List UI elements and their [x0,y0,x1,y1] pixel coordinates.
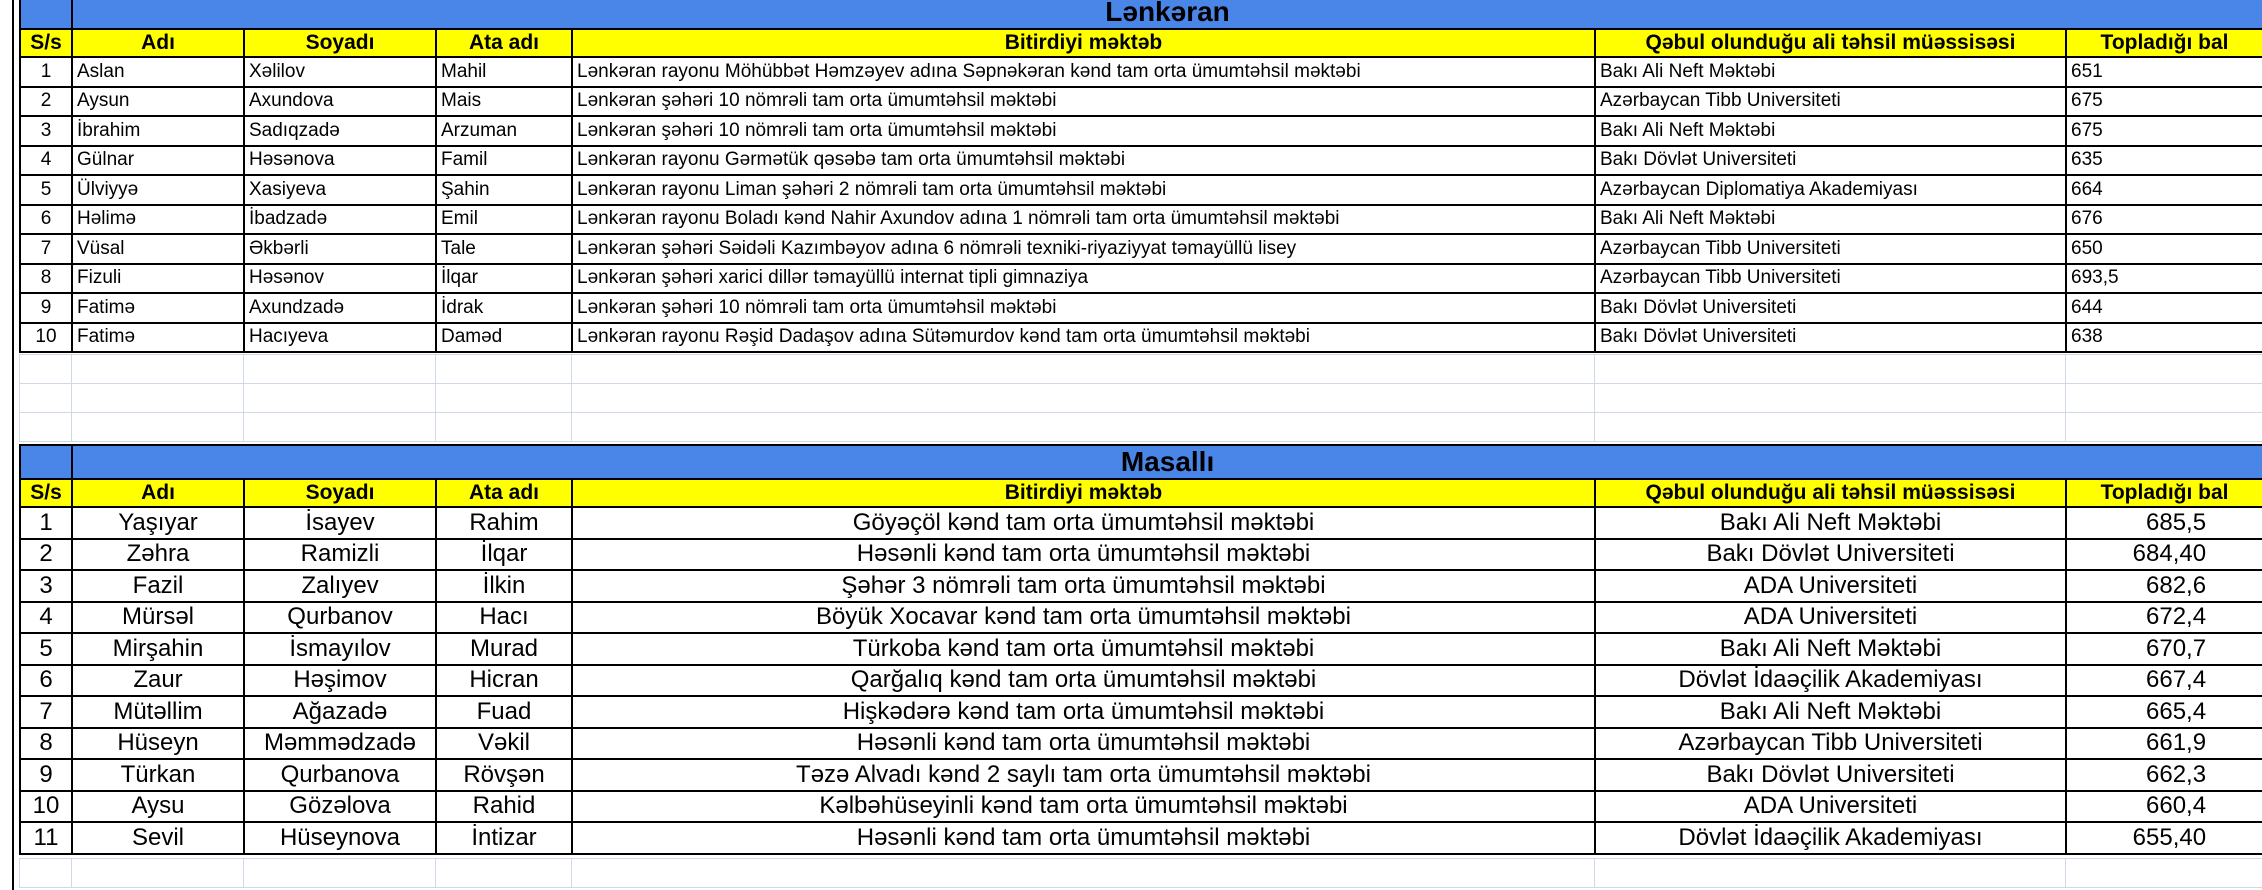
mekteb-cell[interactable]: Qarğalıq kənd tam orta ümumtəhsil məktəbi [572,665,1595,697]
bal-cell[interactable]: 675 [2066,87,2262,117]
ali-cell[interactable]: ADA Universiteti [1595,602,2066,634]
empty-cell[interactable] [1595,355,2066,384]
bal-cell[interactable]: 638 [2066,323,2262,353]
empty-cell[interactable] [244,384,436,413]
ss-cell[interactable]: 10 [20,791,72,823]
mekteb-cell[interactable]: Həsənli kənd tam orta ümumtəhsil məktəbi [572,539,1595,571]
empty-cell[interactable] [2066,355,2262,384]
ss-cell[interactable]: 4 [20,146,72,176]
table-row [20,205,2262,235]
section-title-masalli[interactable]: Masallı [72,445,2262,479]
ata-adi-cell[interactable]: Rahim [436,507,572,539]
soyadi-cell[interactable]: Məmmədzadə [244,728,436,760]
table-row [20,146,2262,176]
header-ss[interactable]: S/s [20,479,72,507]
ss-cell[interactable]: 1 [20,507,72,539]
table-row [20,264,2262,294]
ali-cell[interactable]: Azərbaycan Tibb Universiteti [1595,728,2066,760]
table-row [20,570,2262,602]
soyadi-cell[interactable]: Hacıyeva [244,323,436,353]
adi-cell[interactable]: Fizuli [72,264,244,294]
soyadi-cell[interactable]: Zalıyev [244,570,436,602]
ali-cell[interactable]: Bakı Ali Neft Məktəbi [1595,57,2066,87]
adi-cell[interactable]: Aslan [72,57,244,87]
ali-cell[interactable]: Bakı Dövlət Universiteti [1595,323,2066,353]
header-row [20,479,2262,507]
mekteb-cell[interactable]: Həsənli kənd tam orta ümumtəhsil məktəbi [572,822,1595,854]
mekteb-cell[interactable]: Böyük Xocavar kənd tam orta ümumtəhsil məktəbi [572,602,1595,634]
adi-cell[interactable]: Mürsəl [72,602,244,634]
ss-cell[interactable]: 8 [20,728,72,760]
empty-cell[interactable] [244,859,436,888]
soyadi-cell[interactable]: Gözəlova [244,791,436,823]
adi-cell[interactable]: Hüseyn [72,728,244,760]
header-adi[interactable]: Adı [72,29,244,57]
table-row [20,696,2262,728]
soyadi-cell[interactable]: Əkbərli [244,234,436,264]
ali-cell[interactable]: Bakı Ali Neft Məktəbi [1595,633,2066,665]
table-row [20,234,2262,264]
ali-cell[interactable]: Bakı Dövlət Universiteti [1595,539,2066,571]
table-row [20,323,2262,353]
bal-cell[interactable]: 644 [2066,293,2262,323]
ali-cell[interactable]: Dövlət İdaəçilik Akademiyası [1595,665,2066,697]
ata-adi-cell[interactable]: Famil [436,146,572,176]
ali-cell[interactable]: Azərbaycan Tibb Universiteti [1595,234,2066,264]
ali-cell[interactable]: Bakı Ali Neft Məktəbi [1595,696,2066,728]
mekteb-cell[interactable]: Lənkəran şəhəri 10 nömrəli tam orta ümumtəhsil məktəbi [572,87,1595,117]
adi-cell[interactable]: Ülviyyə [72,175,244,205]
empty-cell[interactable] [436,859,572,888]
table-row [20,791,2262,823]
adi-cell[interactable]: Həlimə [72,205,244,235]
bal-cell[interactable]: 676 [2066,205,2262,235]
empty-cell[interactable] [20,355,72,384]
title-spacer-cell[interactable] [20,445,72,479]
header-mekteb[interactable]: Bitirdiyi məktəb [572,479,1595,507]
table-row [20,175,2262,205]
mekteb-cell[interactable]: Kəlbəhüseyinli kənd tam orta ümumtəhsil məktəbi [572,791,1595,823]
header-adi[interactable]: Adı [72,479,244,507]
empty-cell[interactable] [244,413,436,442]
ali-cell[interactable]: ADA Universiteti [1595,570,2066,602]
ali-cell[interactable]: Bakı Ali Neft Məktəbi [1595,507,2066,539]
empty-cell[interactable] [436,413,572,442]
ss-cell[interactable]: 6 [20,205,72,235]
adi-cell[interactable]: Mütəllim [72,696,244,728]
empty-cell[interactable] [2066,413,2262,442]
bal-cell[interactable]: 655,40 [2066,822,2262,854]
empty-cell[interactable] [20,413,72,442]
table-row [20,728,2262,760]
mekteb-cell[interactable]: Lənkəran şəhəri xarici dillər təmayüllü internat tipli gimnaziya [572,264,1595,294]
empty-cell[interactable] [244,355,436,384]
empty-cell[interactable] [72,859,244,888]
bal-cell[interactable]: 672,4 [2066,602,2262,634]
ata-adi-cell[interactable]: İlqar [436,539,572,571]
soyadi-cell[interactable]: Qurbanov [244,602,436,634]
adi-cell[interactable]: Aysun [72,87,244,117]
mekteb-cell[interactable]: Lənkəran rayonu Liman şəhəri 2 nömrəli tam orta ümumtəhsil məktəbi [572,175,1595,205]
bal-cell[interactable]: 693,5 [2066,264,2262,294]
ss-cell[interactable]: 4 [20,602,72,634]
table-row [20,665,2262,697]
soyadi-cell[interactable]: Ramizli [244,539,436,571]
soyadi-cell[interactable]: Axundova [244,87,436,117]
ata-adi-cell[interactable]: İntizar [436,822,572,854]
ata-adi-cell[interactable]: Emil [436,205,572,235]
soyadi-cell[interactable]: Sadıqzadə [244,116,436,146]
empty-cell[interactable] [20,859,72,888]
mekteb-cell[interactable]: Təzə Alvadı kənd 2 saylı tam orta ümumtəhsil məktəbi [572,759,1595,791]
ss-cell[interactable]: 11 [20,822,72,854]
ata-adi-cell[interactable]: Rahid [436,791,572,823]
mekteb-cell[interactable]: Şəhər 3 nömrəli tam orta ümumtəhsil məktəbi [572,570,1595,602]
title-spacer-cell[interactable] [20,0,72,29]
soyadi-cell[interactable]: İbadzadə [244,205,436,235]
ata-adi-cell[interactable]: Şahin [436,175,572,205]
bal-cell[interactable]: 635 [2066,146,2262,176]
ali-cell[interactable]: Bakı Ali Neft Məktəbi [1595,116,2066,146]
empty-cell[interactable] [1595,384,2066,413]
empty-cell[interactable] [572,384,1595,413]
ss-cell[interactable]: 9 [20,293,72,323]
soyadi-cell[interactable]: Həsənov [244,264,436,294]
bal-cell[interactable]: 667,4 [2066,665,2262,697]
ata-adi-cell[interactable]: Daməd [436,323,572,353]
empty-cell[interactable] [72,413,244,442]
header-ata-adi[interactable]: Ata adı [436,29,572,57]
ss-cell[interactable]: 3 [20,116,72,146]
header-bal[interactable]: Topladığı bal [2066,479,2262,507]
table-row [20,602,2262,634]
soyadi-cell[interactable]: Həşimov [244,665,436,697]
soyadi-cell[interactable]: İsayev [244,507,436,539]
adi-cell[interactable]: Fazil [72,570,244,602]
ata-adi-cell[interactable]: İlqar [436,264,572,294]
empty-cell[interactable] [72,355,244,384]
mekteb-cell[interactable]: Lənkəran şəhəri Səidəli Kazımbəyov adına 6 nömrəli texniki-riyaziyyat təmayüllü lisey [572,234,1595,264]
bal-cell[interactable]: 650 [2066,234,2262,264]
header-bal[interactable]: Topladığı bal [2066,29,2262,57]
ali-cell[interactable]: Azərbaycan Tibb Universiteti [1595,87,2066,117]
ata-adi-cell[interactable]: İdrak [436,293,572,323]
empty-grid-rows [19,858,2262,888]
table-row [20,87,2262,117]
empty-cell[interactable] [20,384,72,413]
mekteb-cell[interactable]: Lənkəran rayonu Rəşid Dadaşov adına Sütəmurdov kənd tam orta ümumtəhsil məktəbi [572,323,1595,353]
ata-adi-cell[interactable]: Hacı [436,602,572,634]
ss-cell[interactable]: 5 [20,175,72,205]
row-header-strip [0,0,14,890]
mekteb-cell[interactable]: Lənkəran rayonu Boladı kənd Nahir Axundov adına 1 nömrəli tam orta ümumtəhsil məktəbi [572,205,1595,235]
table-row [20,57,2262,87]
adi-cell[interactable]: İbrahim [72,116,244,146]
soyadi-cell[interactable]: Hüseynova [244,822,436,854]
soyadi-cell[interactable]: Axundzadə [244,293,436,323]
table-row [20,116,2262,146]
mekteb-cell[interactable]: Hişkədərə kənd tam orta ümumtəhsil məktəbi [572,696,1595,728]
bal-cell[interactable]: 675 [2066,116,2262,146]
bal-cell[interactable]: 651 [2066,57,2262,87]
empty-cell[interactable] [572,355,1595,384]
adi-cell[interactable]: Fatimə [72,323,244,353]
header-soyadi[interactable]: Soyadı [244,479,436,507]
ali-cell[interactable]: Bakı Dövlət Universiteti [1595,759,2066,791]
table-row [20,539,2262,571]
masalli-table [19,444,2262,855]
bal-cell[interactable]: 662,3 [2066,759,2262,791]
mekteb-cell[interactable]: Lənkəran rayonu Möhübbət Həmzəyev adına Səpnəkəran kənd tam orta ümumtəhsil məktəbi [572,57,1595,87]
ss-cell[interactable]: 8 [20,264,72,294]
bal-cell[interactable]: 670,7 [2066,633,2262,665]
ali-cell[interactable]: Bakı Dövlət Universiteti [1595,146,2066,176]
ss-cell[interactable]: 10 [20,323,72,353]
ata-adi-cell[interactable]: Rövşən [436,759,572,791]
ss-cell[interactable]: 7 [20,234,72,264]
adi-cell[interactable]: Zaur [72,665,244,697]
ata-adi-cell[interactable]: İlkin [436,570,572,602]
ss-cell[interactable]: 7 [20,696,72,728]
ss-cell[interactable]: 3 [20,570,72,602]
adi-cell[interactable]: Sevil [72,822,244,854]
ali-cell[interactable]: Bakı Dövlət Universiteti [1595,293,2066,323]
header-ali[interactable]: Qəbul olunduğu ali təhsil müəssisəsi [1595,479,2066,507]
ss-cell[interactable]: 1 [20,57,72,87]
bal-cell[interactable]: 682,6 [2066,570,2262,602]
soyadi-cell[interactable]: Ağazadə [244,696,436,728]
empty-cell[interactable] [436,355,572,384]
table-row [20,759,2262,791]
empty-cell[interactable] [436,384,572,413]
ata-adi-cell[interactable]: Arzuman [436,116,572,146]
ata-adi-cell[interactable]: Hicran [436,665,572,697]
soyadi-cell[interactable]: Qurbanova [244,759,436,791]
ata-adi-cell[interactable]: Mahil [436,57,572,87]
ss-cell[interactable]: 5 [20,633,72,665]
bal-cell[interactable]: 661,9 [2066,728,2262,760]
soyadi-cell[interactable]: Həsənova [244,146,436,176]
bal-cell[interactable]: 684,40 [2066,539,2262,571]
header-row [20,29,2262,57]
table-row [20,293,2262,323]
mekteb-cell[interactable]: Lənkəran rayonu Gərmətük qəsəbə tam orta ümumtəhsil məktəbi [572,146,1595,176]
empty-cell[interactable] [2066,859,2262,888]
soyadi-cell[interactable]: Xəlilov [244,57,436,87]
empty-grid-rows [19,354,2262,442]
section-title-lenkeran[interactable]: Lənkəran [72,0,2262,29]
empty-cell[interactable] [1595,859,2066,888]
ss-cell[interactable]: 2 [20,539,72,571]
adi-cell[interactable]: Yaşıyar [72,507,244,539]
adi-cell[interactable]: Zəhra [72,539,244,571]
ss-cell[interactable]: 9 [20,759,72,791]
ali-cell[interactable]: Dövlət İdaəçilik Akademiyası [1595,822,2066,854]
mekteb-cell[interactable]: Lənkəran şəhəri 10 nömrəli tam orta ümumtəhsil məktəbi [572,293,1595,323]
adi-cell[interactable]: Aysu [72,791,244,823]
ss-cell[interactable]: 6 [20,665,72,697]
empty-cell[interactable] [572,859,1595,888]
mekteb-cell[interactable]: Türkoba kənd tam orta ümumtəhsil məktəbi [572,633,1595,665]
ata-adi-cell[interactable]: Murad [436,633,572,665]
mekteb-cell[interactable]: Göyəçöl kənd tam orta ümumtəhsil məktəbi [572,507,1595,539]
adi-cell[interactable]: Mirşahin [72,633,244,665]
bal-cell[interactable]: 660,4 [2066,791,2262,823]
ali-cell[interactable]: Azərbaycan Diplomatiya Akademiyası [1595,175,2066,205]
empty-cell[interactable] [72,384,244,413]
lenkeran-table [19,0,2262,353]
ata-adi-cell[interactable]: Vəkil [436,728,572,760]
mekteb-cell[interactable]: Həsənli kənd tam orta ümumtəhsil məktəbi [572,728,1595,760]
ata-adi-cell[interactable]: Fuad [436,696,572,728]
adi-cell[interactable]: Türkan [72,759,244,791]
empty-cell[interactable] [1595,413,2066,442]
header-soyadi[interactable]: Soyadı [244,29,436,57]
header-mekteb[interactable]: Bitirdiyi məktəb [572,29,1595,57]
ss-cell[interactable]: 2 [20,87,72,117]
empty-cell[interactable] [572,413,1595,442]
soyadi-cell[interactable]: Xasiyeva [244,175,436,205]
soyadi-cell[interactable]: İsmayılov [244,633,436,665]
adi-cell[interactable]: Vüsal [72,234,244,264]
mekteb-cell[interactable]: Lənkəran şəhəri 10 nömrəli tam orta ümumtəhsil məktəbi [572,116,1595,146]
adi-cell[interactable]: Gülnar [72,146,244,176]
bal-cell[interactable]: 685,5 [2066,507,2262,539]
ata-adi-cell[interactable]: Tale [436,234,572,264]
ali-cell[interactable]: Bakı Ali Neft Məktəbi [1595,205,2066,235]
ali-cell[interactable]: ADA Universiteti [1595,791,2066,823]
ata-adi-cell[interactable]: Mais [436,87,572,117]
table-row [20,822,2262,854]
empty-cell[interactable] [2066,384,2262,413]
bal-cell[interactable]: 664 [2066,175,2262,205]
adi-cell[interactable]: Fatimə [72,293,244,323]
table-row [20,507,2262,539]
header-ss[interactable]: S/s [20,29,72,57]
bal-cell[interactable]: 665,4 [2066,696,2262,728]
table-row [20,633,2262,665]
ali-cell[interactable]: Azərbaycan Tibb Universiteti [1595,264,2066,294]
header-ali[interactable]: Qəbul olunduğu ali təhsil müəssisəsi [1595,29,2066,57]
header-ata-adi[interactable]: Ata adı [436,479,572,507]
